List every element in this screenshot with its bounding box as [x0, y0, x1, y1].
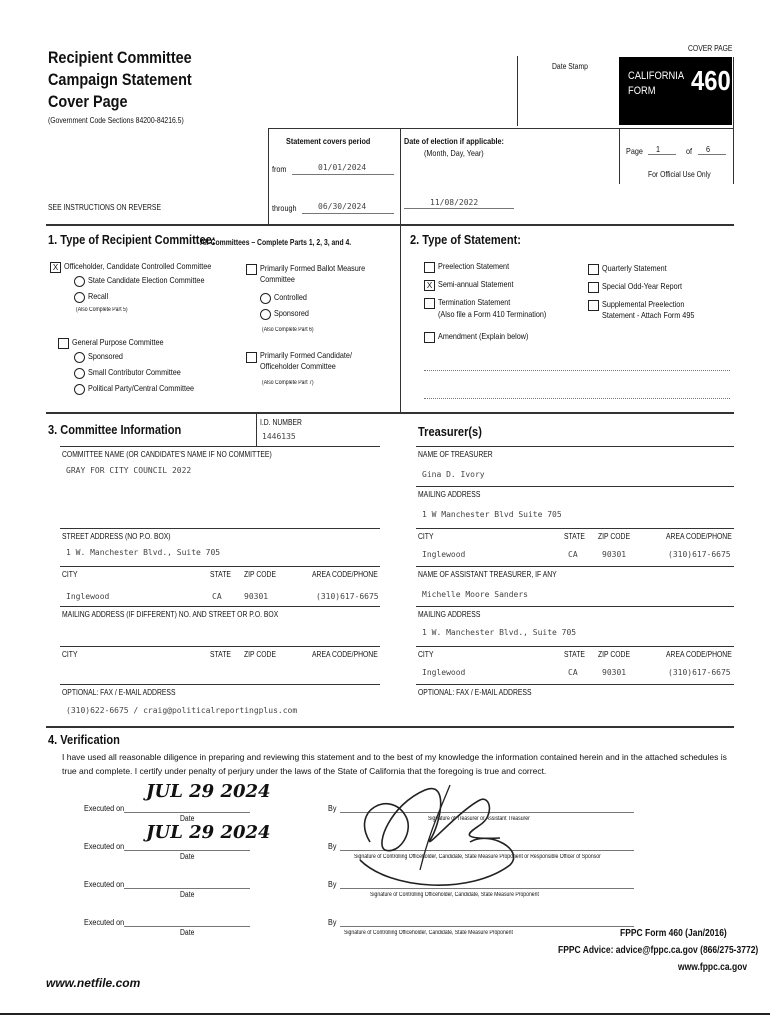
- treasurer-zip-label: ZIP CODE: [598, 532, 630, 541]
- executed-on-label-2: Executed on: [84, 841, 125, 851]
- treasurer-signature: [330, 770, 550, 900]
- through-value: 06/30/2024: [318, 202, 367, 211]
- from-value: 01/01/2024: [318, 163, 367, 172]
- id-number-label: I.D. NUMBER: [260, 418, 302, 427]
- controlled-radio[interactable]: [260, 293, 271, 304]
- assistant-treasurer-value: Michelle Moore Sanders: [422, 590, 528, 599]
- zip2-label: ZIP CODE: [244, 650, 276, 659]
- treasurer-city-label: CITY: [418, 532, 434, 541]
- page-label: Page: [626, 146, 643, 156]
- political-party-label: Political Party/Central Committee: [88, 383, 195, 393]
- assistant-phone-label: AREA CODE/PHONE: [666, 650, 732, 659]
- phone2-label: AREA CODE/PHONE: [312, 650, 378, 659]
- form-number: 460: [691, 65, 731, 96]
- date-label-3: Date: [180, 890, 195, 899]
- officeholder-checkbox[interactable]: X: [50, 262, 61, 273]
- committee-info-heading: 3. Committee Information: [48, 422, 182, 437]
- committee-name-label: COMMITTEE NAME (OR CANDIDATE'S NAME IF NO COMMITTEE): [62, 450, 272, 459]
- preelection-checkbox[interactable]: [424, 262, 435, 273]
- executed-on-label-4: Executed on: [84, 917, 125, 927]
- supplemental-label: Supplemental Preelection: [602, 299, 685, 309]
- semiannual-checkbox[interactable]: X: [424, 280, 435, 291]
- fppc-form-line: FPPC Form 460 (Jan/2016): [620, 928, 727, 939]
- amendment-checkbox[interactable]: [424, 332, 435, 343]
- treasurer-phone-value: (310)617-6675: [668, 550, 731, 559]
- date-stamp-label: Date Stamp: [552, 62, 588, 71]
- street-address-label: STREET ADDRESS (NO P.O. BOX): [62, 532, 171, 541]
- form-title-line2: Campaign Statement: [48, 70, 192, 89]
- termination-sub: (Also file a Form 410 Termination): [438, 309, 547, 319]
- type-statement-heading: 2. Type of Statement:: [410, 232, 521, 247]
- also-part7-note: (Also Complete Part 7): [262, 380, 314, 386]
- treasurer-zip-value: 90301: [602, 550, 627, 559]
- executed-date-1: JUL 29 2024: [146, 781, 271, 802]
- city2-label: CITY: [62, 650, 78, 659]
- gp-sponsored-label: Sponsored: [88, 351, 123, 361]
- treasurer-state-label: STATE: [564, 532, 585, 541]
- phone-value: (310)617-6675: [316, 592, 379, 601]
- controlled-label: Controlled: [274, 292, 307, 302]
- primarily-candidate-checkbox[interactable]: [246, 352, 257, 363]
- treasurer-phone-label: AREA CODE/PHONE: [666, 532, 732, 541]
- assistant-city-label: CITY: [418, 650, 434, 659]
- small-contributor-label: Small Contributor Committee: [88, 367, 181, 377]
- general-purpose-label: General Purpose Committee: [72, 337, 164, 347]
- assistant-state-value: CA: [568, 668, 578, 677]
- sig3-caption: Signature of Controlling Officeholder, Candidate, State Measure Proponent: [370, 892, 539, 898]
- bm-sponsored-radio[interactable]: [260, 309, 271, 320]
- gp-sponsored-radio[interactable]: [74, 352, 85, 363]
- city-label: CITY: [62, 570, 78, 579]
- supplemental-checkbox[interactable]: [588, 300, 599, 311]
- election-label: Date of election if applicable:: [404, 136, 504, 146]
- treasurer-name-value: Gina D. Ivory: [422, 470, 485, 479]
- type-committee-sub: All Committees – Complete Parts 1, 2, 3, and 4.: [200, 238, 352, 247]
- election-value: 11/08/2022: [430, 198, 479, 207]
- ballot-measure-checkbox[interactable]: [246, 264, 257, 275]
- treasurer-state-value: CA: [568, 550, 578, 559]
- sig4-caption: Signature of Controlling Officeholder, Candidate, State Measure Proponent: [344, 930, 513, 936]
- termination-label: Termination Statement: [438, 297, 511, 307]
- zip-label: ZIP CODE: [244, 570, 276, 579]
- id-number-value: 1446135: [262, 432, 296, 441]
- treasurer-heading: Treasurer(s): [418, 424, 482, 439]
- page-total: 6: [706, 144, 711, 154]
- california-form-label: CALIFORNIA FORM: [628, 70, 685, 97]
- semiannual-label: Semi-annual Statement: [438, 279, 514, 289]
- date-label-1: Date: [180, 814, 195, 823]
- supplemental-sub: Statement - Attach Form 495: [602, 310, 695, 320]
- political-party-radio[interactable]: [74, 384, 85, 395]
- general-purpose-checkbox[interactable]: [58, 338, 69, 349]
- through-label: through: [272, 203, 297, 213]
- date-label-4: Date: [180, 928, 195, 937]
- preelection-label: Preelection Statement: [438, 261, 510, 271]
- optional-fax-value: (310)622-6675 / craig@politicalreportingplus.com: [66, 706, 298, 715]
- form-title-line1: Recipient Committee: [48, 48, 192, 67]
- assistant-mailing-label: MAILING ADDRESS: [418, 610, 481, 619]
- california-form-box: [619, 57, 732, 125]
- officeholder-label: Officeholder, Candidate Controlled Committee: [64, 261, 212, 271]
- state-candidate-radio[interactable]: [74, 276, 85, 287]
- treasurer-name-label: NAME OF TREASURER: [418, 450, 493, 459]
- executed-on-label-3: Executed on: [84, 879, 125, 889]
- quarterly-checkbox[interactable]: [588, 264, 599, 275]
- see-instructions: SEE INSTRUCTIONS ON REVERSE: [48, 203, 161, 212]
- committee-name-value: GRAY FOR CITY COUNCIL 2022: [66, 466, 192, 475]
- treasurer-mailing-label: MAILING ADDRESS: [418, 490, 481, 499]
- state2-label: STATE: [210, 650, 231, 659]
- also-part5-note: (Also Complete Part 5): [76, 307, 128, 313]
- verification-heading: 4. Verification: [48, 732, 120, 747]
- recall-label: Recall: [88, 291, 109, 301]
- small-contributor-radio[interactable]: [74, 368, 85, 379]
- code-sections: (Government Code Sections 84200-84216.5): [48, 116, 184, 125]
- by-label-3: By: [328, 879, 337, 889]
- of-label: of: [686, 146, 693, 156]
- zip-value: 90301: [244, 592, 269, 601]
- state-label: STATE: [210, 570, 231, 579]
- executed-on-label-1: Executed on: [84, 803, 125, 813]
- form-title-line3: Cover Page: [48, 92, 128, 111]
- city-value: Inglewood: [66, 592, 110, 601]
- page-number: 1: [656, 144, 661, 154]
- assistant-phone-value: (310)617-6675: [668, 668, 731, 677]
- assistant-zip-label: ZIP CODE: [598, 650, 630, 659]
- by-label-2: By: [328, 841, 337, 851]
- treasurer-mailing-value: 1 W Manchester Blvd Suite 705: [422, 510, 562, 519]
- type-committee-heading: 1. Type of Recipient Committee:: [48, 232, 216, 247]
- phone-label: AREA CODE/PHONE: [312, 570, 378, 579]
- sig2-caption: Signature of Controlling Officeholder, Candidate, State Measure Proponent or Responsible Officer of Sponsor: [354, 854, 601, 860]
- by-label-1: By: [328, 803, 337, 813]
- netfile-link[interactable]: www.netfile.com: [46, 976, 141, 990]
- mailing-address-label: MAILING ADDRESS (IF DIFFERENT) NO. AND STREET OR P.O. BOX: [62, 610, 279, 619]
- bm-sponsored-label: Sponsored: [274, 308, 309, 318]
- official-use-label: For Official Use Only: [648, 170, 711, 179]
- assistant-mailing-value: 1 W. Manchester Blvd., Suite 705: [422, 628, 577, 637]
- from-label: from: [272, 164, 287, 174]
- assistant-treasurer-label: NAME OF ASSISTANT TREASURER, IF ANY: [418, 570, 557, 579]
- assistant-state-label: STATE: [564, 650, 585, 659]
- fppc-advice-line: FPPC Advice: advice@fppc.ca.gov (866/275-3772): [558, 945, 759, 956]
- treasurer-optional-label: OPTIONAL: FAX / E-MAIL ADDRESS: [418, 688, 532, 697]
- state-value: CA: [212, 592, 222, 601]
- election-sub: (Month, Day, Year): [424, 148, 484, 158]
- fppc-web-line: www.fppc.ca.gov: [678, 962, 748, 973]
- special-odd-label: Special Odd-Year Report: [602, 281, 683, 291]
- amendment-label: Amendment (Explain below): [438, 331, 529, 341]
- state-candidate-label: State Candidate Election Committee: [88, 275, 205, 285]
- recall-radio[interactable]: [74, 292, 85, 303]
- by-label-4: By: [328, 917, 337, 927]
- sig1-caption: Signature of Treasurer or Assistant Treasurer: [428, 816, 530, 822]
- also-part6-note: (Also Complete Part 6): [262, 327, 314, 333]
- assistant-zip-value: 90301: [602, 668, 627, 677]
- cover-page-label: COVER PAGE: [688, 44, 733, 53]
- street-address-value: 1 W. Manchester Blvd., Suite 705: [66, 548, 221, 557]
- assistant-city-value: Inglewood: [422, 668, 466, 677]
- quarterly-label: Quarterly Statement: [602, 263, 667, 273]
- ballot-measure-label: Primarily Formed Ballot Measure Committee: [260, 263, 366, 284]
- special-odd-checkbox[interactable]: [588, 282, 599, 293]
- primarily-candidate-label: Primarily Formed Candidate/ Officeholder Committee: [260, 350, 352, 371]
- verification-text: I have used all reasonable diligence in preparing and reviewing this statement and to the best of my knowledge the information contained herein and in the attached schedules is true and complete. I certify under penalty of perjury under the laws of the State of California that the foregoing is true and correct.: [62, 752, 727, 776]
- treasurer-city-value: Inglewood: [422, 550, 466, 559]
- optional-fax-label: OPTIONAL: FAX / E-MAIL ADDRESS: [62, 688, 176, 697]
- termination-checkbox[interactable]: [424, 298, 435, 309]
- executed-date-2: JUL 29 2024: [146, 822, 271, 843]
- date-label-2: Date: [180, 852, 195, 861]
- period-heading: Statement covers period: [286, 136, 371, 146]
